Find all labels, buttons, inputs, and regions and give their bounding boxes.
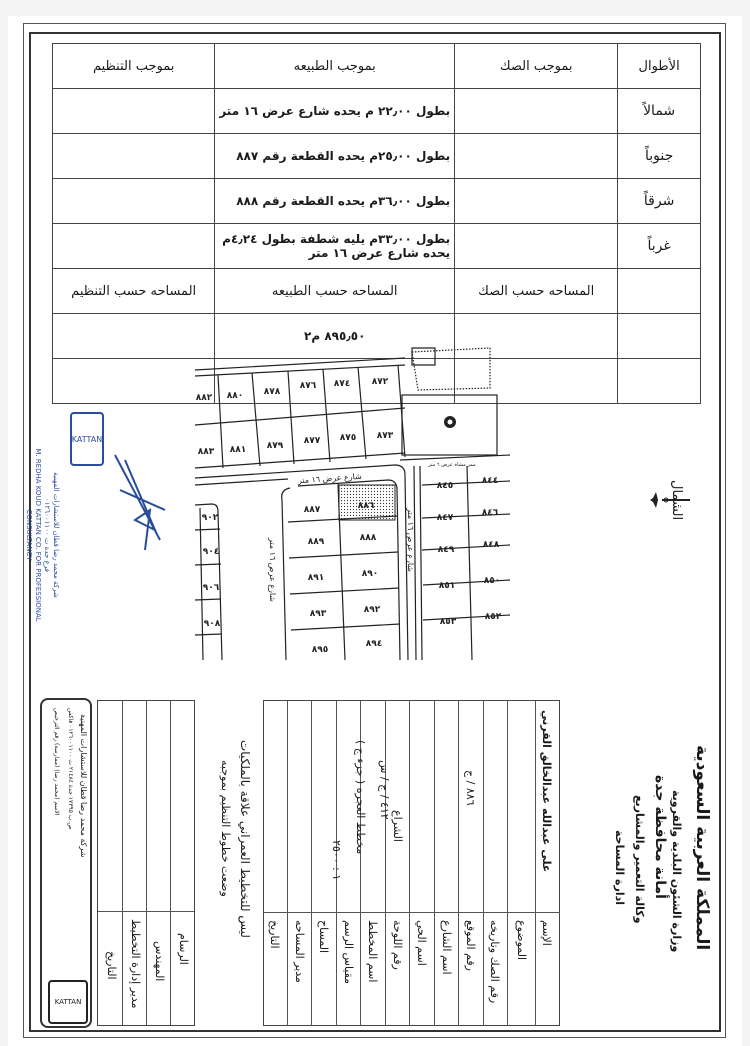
- divider: [170, 701, 171, 1025]
- area-blank: [618, 269, 701, 314]
- company-info-box: [40, 698, 92, 1028]
- company-logo-stamp: KATTAN: [70, 412, 104, 466]
- value-surveyor: ١ : ٢٥٠٠: [330, 840, 343, 881]
- value-sheet-number: الشراع: [391, 810, 404, 842]
- svg-text:٨٨٨: ٨٨٨: [359, 533, 377, 543]
- nature-south: بطول ٢٥٫٠٠م يحده القطعة رقم ٨٨٧: [215, 134, 455, 179]
- regulation-south: [53, 134, 215, 179]
- regulation-west: [53, 224, 215, 269]
- agency-title: وكالة التعمير والمشاريع: [633, 795, 646, 924]
- street-right-label: شارع عرض ١٦ متر: [406, 508, 415, 572]
- area-header-deed: المساحه حسب الصك: [455, 269, 618, 314]
- walkway-label: ممر مشاة عرض ٦ متر: [428, 462, 476, 468]
- table-header-row: [53, 44, 701, 89]
- svg-text:٨٨٠: ٨٨٠: [226, 391, 244, 401]
- empty-cell: [618, 359, 701, 404]
- divider: [385, 700, 386, 1026]
- deed-west: [455, 224, 618, 269]
- value-name: على عبدالله عبدالخالق القرني: [540, 710, 553, 873]
- nature-west: بطول ٣٣٫٠٠م يليه شطفة بطول ٤٫٢٤م يحده شارع عرض ١٦ متر: [215, 224, 455, 269]
- svg-text:٨٧٩: ٨٧٩: [266, 441, 284, 451]
- svg-text:٨٨٢: ٨٨٢: [195, 393, 213, 403]
- svg-text:٨٩٢: ٨٩٢: [363, 605, 381, 615]
- site-plan-map: [190, 340, 520, 660]
- stamp-line: M. REDHA KOUD KATTAN CO. FOR PROFESSIONAL CONSULTANCY: [25, 448, 42, 622]
- label-scale: مقياس الرسم: [342, 920, 355, 985]
- value-scale: مخطط العجره ( جزء ج ): [354, 740, 367, 855]
- street-top-label: شارع عرض ١٦ متر: [297, 471, 363, 486]
- plot-info-table: [263, 700, 560, 1026]
- label-date: التاريخ: [268, 920, 281, 949]
- table-row: [53, 89, 701, 134]
- svg-text:٨٩٠: ٨٩٠: [361, 569, 379, 579]
- svg-text:٨٧٦: ٨٧٦: [299, 381, 317, 391]
- area-value-nature: ٨٩٥٫٥٠ م٢: [215, 314, 455, 359]
- table-row: [53, 179, 701, 224]
- label-district: اسم الحي: [415, 920, 428, 966]
- north-label: الشمال: [669, 480, 684, 521]
- divider: [535, 700, 536, 1026]
- street-left-label: شارع عرض ١٦ متر: [268, 538, 277, 602]
- subject-plot-label: ٨٨٦: [357, 501, 375, 511]
- svg-text:٨٥٠: ٨٥٠: [483, 576, 501, 586]
- svg-text:٨٨٧: ٨٨٧: [303, 505, 321, 515]
- area-header-nature: المساحه حسب الطبيعه: [215, 269, 455, 314]
- svg-text:٨٤٧: ٨٤٧: [436, 513, 454, 523]
- side-north: شمالاً: [618, 89, 701, 134]
- divider: [311, 700, 312, 1026]
- header-side: الأطوال: [618, 44, 701, 89]
- side-east: شرقاً: [618, 179, 701, 224]
- side-south: جنوباً: [618, 134, 701, 179]
- header-nature: بموجب الطبيعه: [215, 44, 455, 89]
- label-survey-manager: مدير المساحه: [293, 920, 306, 983]
- sig-label-engineer: المهندس: [153, 941, 166, 982]
- svg-text:٨٤٤: ٨٤٤: [481, 476, 499, 486]
- area-header-regulation: المساحه حسب التنظيم: [53, 269, 215, 314]
- svg-text:٨٤٩: ٨٤٩: [437, 545, 455, 555]
- kingdom-title: المملكة العربية السعودية: [692, 745, 712, 951]
- label-subject: الموضوع: [515, 920, 528, 961]
- stamp-line: شركة محمد رضا قطان للاستشارات المهنية: [52, 472, 60, 598]
- deed-south: [455, 134, 618, 179]
- divider: [263, 912, 560, 913]
- company-stamp-text: [24, 440, 60, 630]
- note-line-1: ليس للتخطيط العمراني علاقة بالملكيات: [238, 740, 252, 938]
- svg-text:٨٩١: ٨٩١: [307, 573, 325, 583]
- svg-text:٨٨٩: ٨٨٩: [307, 537, 325, 547]
- svg-text:٨٩٣: ٨٩٣: [309, 609, 327, 619]
- divider: [483, 700, 484, 1026]
- stamp-line: فرع جدة ت ٠١٢٦٠٠١١٠٠: [43, 498, 51, 572]
- header-regulation: بموجب التنظيم: [53, 44, 215, 89]
- sig-label-planning-manager: مدير إدارة التخطيط: [129, 919, 142, 1009]
- svg-text:٩٠٦: ٩٠٦: [202, 583, 220, 593]
- svg-text:٨٩٤: ٨٩٤: [365, 639, 383, 649]
- svg-text:٨٧٢: ٨٧٢: [371, 377, 389, 387]
- divider: [434, 700, 435, 1026]
- side-west: غرباً: [618, 224, 701, 269]
- divider: [122, 701, 123, 1025]
- svg-text:٨٤٨: ٨٤٨: [482, 540, 500, 550]
- deed-north: [455, 89, 618, 134]
- label-street: اسم الشارع: [440, 920, 453, 975]
- company-line-1: شركة محمد رضا قطان للاستشارات المهنية: [79, 714, 88, 858]
- note-line-2: وضعت خطوط التنظيم بموجبه: [219, 760, 232, 897]
- divider: [507, 700, 508, 1026]
- nature-east: بطول ٣٦٫٠٠م يحده القطعة رقم ٨٨٨: [215, 179, 455, 224]
- municipality-title: أمانة محافظة جدة: [652, 775, 668, 899]
- label-surveyor: المساح: [317, 920, 330, 954]
- divider: [146, 701, 147, 1025]
- value-site-number: ٨٨٦ / ج: [464, 770, 477, 806]
- header-deed: بموجب الصك: [455, 44, 618, 89]
- value-plan-name: ٤١٢ / ج / س: [378, 760, 391, 820]
- svg-text:٨٧٣: ٨٧٣: [376, 431, 394, 441]
- svg-text:٨٧٥: ٨٧٥: [339, 433, 357, 443]
- svg-text:٩٠٨: ٩٠٨: [203, 619, 221, 629]
- svg-text:٨٨٣: ٨٨٣: [197, 447, 215, 457]
- svg-text:٨٨١: ٨٨١: [229, 445, 247, 455]
- deed-east: [455, 179, 618, 224]
- divider: [409, 700, 410, 1026]
- area-header-row: [53, 269, 701, 314]
- label-deed: رقم الصك وتاريخه: [488, 920, 501, 1004]
- table-row: [53, 134, 701, 179]
- company-logo: KATTAN: [48, 980, 88, 1024]
- sig-label-draftsman: الرسام: [177, 933, 190, 965]
- svg-text:٨٥٢: ٨٥٢: [484, 612, 502, 622]
- ministry-title: وزارة الشئون البلدية والقروية: [670, 790, 683, 953]
- department-title: ادارة المساحة: [613, 830, 626, 906]
- signatures-table: [97, 700, 195, 1026]
- svg-text:٨٥٣: ٨٥٣: [439, 617, 457, 627]
- label-name: الإسم: [540, 920, 553, 946]
- area-value-blank: [618, 314, 701, 359]
- svg-text:٨٤٦: ٨٤٦: [481, 508, 499, 518]
- nature-north: بطول ٢٢٫٠٠ م يحده شارع عرض ١٦ متر: [215, 89, 455, 134]
- company-line-2: ص.ب ١٧٣٩٥ جدة ٢١٤٨٤ ت ٠١٢٦٠٠١١٠٠ فاكس: [67, 708, 74, 830]
- svg-text:٨٩٥: ٨٩٥: [311, 645, 329, 655]
- svg-text:٨٤٥: ٨٤٥: [436, 481, 454, 491]
- svg-text:٨٧٨: ٨٧٨: [263, 387, 281, 397]
- divider: [287, 700, 288, 1026]
- table-row: [53, 224, 701, 269]
- svg-text:٨٧٧: ٨٧٧: [303, 436, 321, 446]
- regulation-north: [53, 89, 215, 134]
- label-sheet-number: رقم اللوحة: [391, 920, 404, 970]
- divider: [98, 911, 194, 912]
- svg-text:٨٧٤: ٨٧٤: [333, 379, 351, 389]
- company-line-3: الاسم (محمد رضا) (ممارسة) رقم الترخيص: [53, 708, 60, 816]
- signature-icon: [105, 450, 170, 560]
- regulation-east: [53, 179, 215, 224]
- label-site-number: رقم الموقع: [464, 920, 477, 971]
- divider: [458, 700, 459, 1026]
- sig-label-date: التاريخ: [105, 951, 118, 980]
- label-plan-name: اسم المخطط: [366, 920, 379, 983]
- svg-text:٩٠٤: ٩٠٤: [202, 547, 220, 557]
- info-grid: [263, 700, 560, 1026]
- svg-text:٨٥١: ٨٥١: [438, 581, 456, 591]
- svg-text:٩٠٢: ٩٠٢: [201, 513, 219, 523]
